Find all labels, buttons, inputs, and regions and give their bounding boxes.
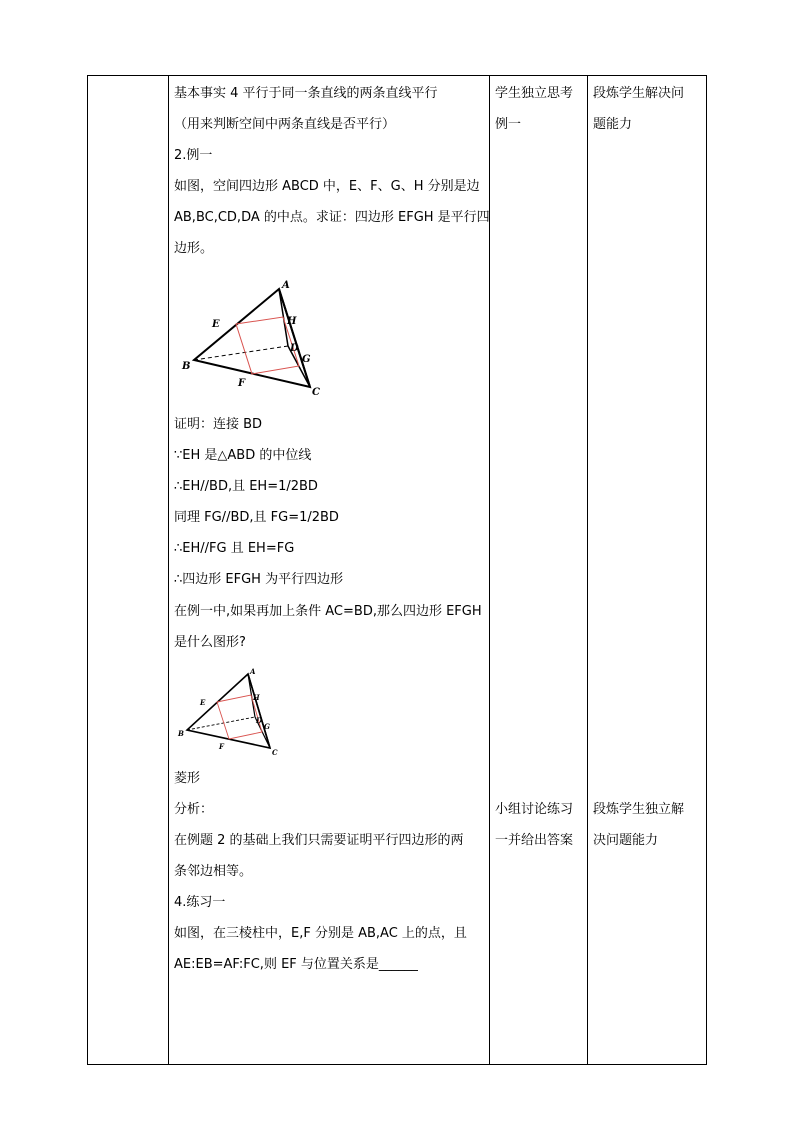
vertex-label: G xyxy=(264,722,270,731)
intent-text: 决问题能力 xyxy=(593,833,659,848)
student-activity-cell xyxy=(489,76,587,1064)
exercise-heading: 4.练习一 xyxy=(174,895,226,910)
vertex-label: D xyxy=(290,343,299,354)
vertex-label: C xyxy=(312,387,320,398)
proof-line: ∴EH//BD,且 EH=1/2BD xyxy=(174,479,318,494)
vertex-label: A xyxy=(250,667,256,676)
proof-line: ∴四边形 EFGH 为平行四边形 xyxy=(174,572,344,587)
vertex-label: E xyxy=(200,698,206,707)
analysis-text: 在例题 2 的基础上我们只需要证明平行四边形的两 xyxy=(174,833,464,848)
vertex-label: B xyxy=(178,729,184,738)
proof-line: 证明：连接 BD xyxy=(174,417,263,432)
vertex-label: B xyxy=(182,361,191,372)
vertex-label: F xyxy=(238,378,246,389)
example-text: AB,BC,CD,DA 的中点。求证：四边形 EFGH 是平行四 xyxy=(174,210,490,225)
teaching-content-cell xyxy=(168,76,489,1064)
vertex-label: F xyxy=(219,742,224,751)
vertex-label: A xyxy=(282,280,290,291)
design-intent-cell xyxy=(587,76,708,1064)
intent-text: 题能力 xyxy=(593,117,633,132)
vertex-label: E xyxy=(212,319,220,330)
tetrahedron-figure-small xyxy=(174,666,284,758)
example-heading: 2.例一 xyxy=(174,148,213,163)
proof-line: ∴EH//FG 且 EH=FG xyxy=(174,541,295,556)
fact-title: 基本事实 4 平行于同一条直线的两条直线平行 xyxy=(174,86,438,101)
lesson-table xyxy=(87,75,707,1065)
activity-text: 一并给出答案 xyxy=(495,833,574,848)
answer: 菱形 xyxy=(174,771,201,786)
fact-note: （用来判断空间中两条直线是否平行） xyxy=(174,117,396,132)
intent-text: 段炼学生独立解 xyxy=(593,802,685,817)
vertex-label: D xyxy=(256,716,263,725)
vertex-label: H xyxy=(287,316,297,327)
activity-text: 学生独立思考 xyxy=(495,86,574,101)
analysis-text: 条邻边相等。 xyxy=(174,864,253,879)
vertex-label: H xyxy=(253,693,260,702)
followup-question: 是什么图形? xyxy=(174,635,246,650)
followup-question: 在例一中,如果再加上条件 AC=BD,那么四边形 EFGH xyxy=(174,604,482,619)
example-text: 如图，空间四边形 ABCD 中，E、F、G、H 分别是边 xyxy=(174,179,480,194)
proof-line: ∵EH 是△ABD 的中位线 xyxy=(174,448,312,463)
proof-line: 同理 FG//BD,且 FG=1/2BD xyxy=(174,510,339,525)
intent-text: 段炼学生解决问 xyxy=(593,86,685,101)
analysis-label: 分析： xyxy=(174,802,214,817)
activity-text: 例一 xyxy=(495,117,522,132)
exercise-text: 如图，在三棱柱中，E,F 分别是 AB,AC 上的点，且 xyxy=(174,926,467,941)
vertex-label: G xyxy=(302,354,311,365)
vertex-label: C xyxy=(272,748,278,757)
example-text: 边形。 xyxy=(174,241,214,256)
exercise-text: AE:EB=AF:FC,则 EF 与位置关系是______ xyxy=(174,957,418,972)
activity-text: 小组讨论练习 xyxy=(495,802,574,817)
tetrahedron-figure xyxy=(176,274,326,402)
